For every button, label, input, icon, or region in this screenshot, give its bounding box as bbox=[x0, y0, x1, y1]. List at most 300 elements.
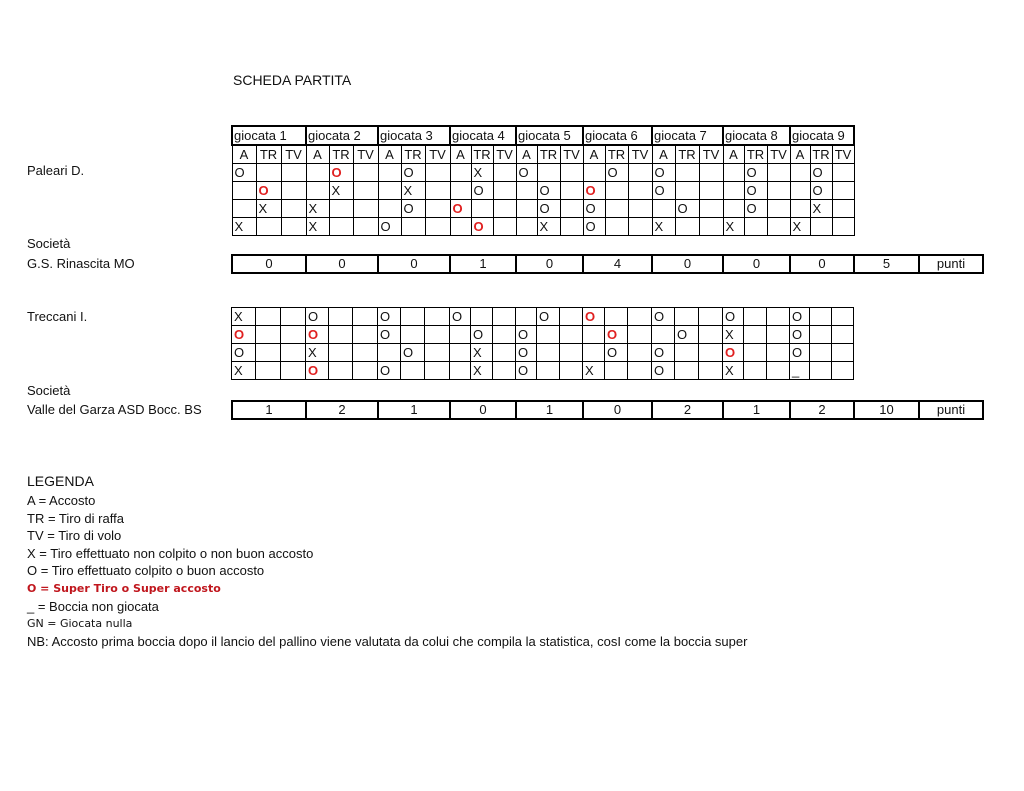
shot-cell bbox=[401, 218, 425, 236]
shot-cell bbox=[401, 326, 425, 344]
shot-cell bbox=[832, 182, 854, 200]
subcolumn-header-tr: TR bbox=[471, 145, 493, 164]
shot-cell: O bbox=[378, 362, 401, 380]
total-score: 5 bbox=[854, 255, 919, 273]
shot-cell bbox=[699, 164, 723, 182]
shot-cell: X bbox=[583, 362, 605, 380]
giocata-header: giocata 3 bbox=[378, 126, 450, 145]
shot-cell: X bbox=[790, 218, 810, 236]
shot-cell bbox=[628, 200, 652, 218]
shot-cell: O bbox=[652, 182, 675, 200]
giocata-score: 1 bbox=[516, 401, 583, 419]
subcolumn-header-tv: TV bbox=[628, 145, 652, 164]
shot-cell bbox=[744, 362, 767, 380]
giocata-header: giocata 5 bbox=[516, 126, 583, 145]
giocata-header: giocata 1 bbox=[232, 126, 306, 145]
shot-cell: O bbox=[744, 200, 767, 218]
giocata-header: giocata 2 bbox=[306, 126, 378, 145]
shot-cell: X bbox=[537, 218, 560, 236]
shot-cell: O bbox=[605, 326, 628, 344]
shot-cell bbox=[832, 218, 854, 236]
shot-cell bbox=[560, 200, 583, 218]
shot-cell: O bbox=[605, 164, 628, 182]
shot-cell: X bbox=[401, 182, 425, 200]
shot-cell: O bbox=[675, 326, 699, 344]
shot-cell bbox=[329, 344, 353, 362]
shot-cell bbox=[329, 362, 353, 380]
legend-item: O = Tiro effettuato colpito o buon accosto bbox=[27, 563, 265, 579]
shot-cell bbox=[675, 308, 699, 326]
subcolumn-header-tr: TR bbox=[329, 145, 353, 164]
societa-name-1: G.S. Rinascita MO bbox=[27, 256, 135, 271]
giocata-header: giocata 6 bbox=[583, 126, 652, 145]
giocata-header: giocata 4 bbox=[450, 126, 516, 145]
shot-cell: O bbox=[471, 326, 493, 344]
subcolumn-header-a: A bbox=[583, 145, 605, 164]
shot-cell bbox=[450, 362, 471, 380]
giocata-score: 0 bbox=[516, 255, 583, 273]
shot-cell bbox=[832, 164, 854, 182]
shot-cell bbox=[353, 308, 378, 326]
shot-cell bbox=[832, 326, 854, 344]
shot-cell bbox=[256, 218, 281, 236]
shot-cell bbox=[628, 326, 652, 344]
subcolumn-header-tr: TR bbox=[537, 145, 560, 164]
shot-cell bbox=[605, 308, 628, 326]
shot-cell bbox=[493, 164, 516, 182]
shot-cell bbox=[652, 326, 675, 344]
shot-cell bbox=[560, 362, 583, 380]
shot-cell bbox=[353, 326, 378, 344]
shot-cell bbox=[232, 200, 256, 218]
giocata-score: 1 bbox=[232, 401, 306, 419]
shot-cell bbox=[723, 200, 744, 218]
subcolumn-header-tr: TR bbox=[675, 145, 699, 164]
shot-cell bbox=[516, 200, 537, 218]
shot-cell bbox=[493, 218, 516, 236]
shot-cell bbox=[353, 362, 378, 380]
shot-cell bbox=[281, 218, 306, 236]
subcolumn-header-a: A bbox=[232, 145, 256, 164]
shot-cell bbox=[425, 344, 450, 362]
giocata-score: 1 bbox=[723, 401, 790, 419]
shot-cell bbox=[605, 218, 628, 236]
shot-cell bbox=[450, 164, 471, 182]
shot-cell: O bbox=[652, 362, 675, 380]
shot-cell: X bbox=[652, 218, 675, 236]
shot-cell: O bbox=[744, 182, 767, 200]
subcolumn-header-tv: TV bbox=[767, 145, 790, 164]
legend-non-giocata: _ = Boccia non giocata bbox=[27, 598, 159, 614]
subcolumn-header-tv: TV bbox=[281, 145, 306, 164]
shot-cell bbox=[281, 200, 306, 218]
shot-cell bbox=[605, 182, 628, 200]
shot-row bbox=[232, 200, 854, 218]
shot-cell: O bbox=[378, 326, 401, 344]
subcolumn-header-tr: TR bbox=[744, 145, 767, 164]
shot-cell: O bbox=[790, 308, 810, 326]
shot-cell bbox=[699, 308, 723, 326]
shot-cell: X bbox=[723, 218, 744, 236]
shot-cell: X bbox=[471, 344, 493, 362]
shot-cell: O bbox=[583, 308, 605, 326]
subcolumn-header-tv: TV bbox=[353, 145, 378, 164]
shot-cell: O bbox=[652, 308, 675, 326]
shot-cell bbox=[281, 308, 306, 326]
subcolumn-header-row bbox=[232, 145, 854, 164]
shot-cell bbox=[767, 182, 790, 200]
subcolumn-header-tr: TR bbox=[810, 145, 832, 164]
shot-cell bbox=[560, 344, 583, 362]
shot-cell bbox=[353, 344, 378, 362]
shot-cell bbox=[583, 344, 605, 362]
page-title: SCHEDA PARTITA bbox=[233, 72, 352, 88]
shot-cell bbox=[810, 344, 832, 362]
subcolumn-header-a: A bbox=[723, 145, 744, 164]
player-name-1: Paleari D. bbox=[27, 163, 85, 178]
legend-item: X = Tiro effettuato non colpito o non buon accosto bbox=[27, 545, 314, 561]
shot-cell bbox=[450, 218, 471, 236]
subcolumn-header-tv: TV bbox=[425, 145, 450, 164]
shot-cell: O bbox=[723, 344, 744, 362]
shot-cell: X bbox=[232, 362, 256, 380]
shot-cell bbox=[471, 308, 493, 326]
shot-row bbox=[232, 308, 854, 326]
shot-cell bbox=[699, 200, 723, 218]
shot-cell bbox=[329, 326, 353, 344]
shot-cell bbox=[425, 200, 450, 218]
shot-cell bbox=[256, 164, 281, 182]
shot-cell bbox=[378, 200, 401, 218]
shot-cell: X bbox=[306, 344, 329, 362]
shot-cell: X bbox=[232, 308, 256, 326]
shot-cell bbox=[401, 308, 425, 326]
shot-cell bbox=[767, 308, 790, 326]
shot-cell bbox=[790, 200, 810, 218]
shot-cell: O bbox=[810, 182, 832, 200]
shot-cell bbox=[628, 362, 652, 380]
shot-cell bbox=[832, 308, 854, 326]
shot-cell bbox=[329, 308, 353, 326]
giocata-score: 2 bbox=[790, 401, 854, 419]
subcolumn-header-tv: TV bbox=[832, 145, 854, 164]
shot-cell: O bbox=[256, 182, 281, 200]
shot-cell bbox=[723, 182, 744, 200]
shot-cell: O bbox=[723, 308, 744, 326]
shot-cell bbox=[560, 326, 583, 344]
shot-cell: O bbox=[790, 326, 810, 344]
shot-cell bbox=[353, 200, 378, 218]
legend-giocata-nulla: GN = Giocata nulla bbox=[27, 617, 133, 631]
shot-cell: X bbox=[256, 200, 281, 218]
shot-cell bbox=[583, 326, 605, 344]
score-row-treccani bbox=[231, 400, 984, 420]
shot-cell bbox=[699, 218, 723, 236]
shot-cell bbox=[537, 326, 560, 344]
shot-cell bbox=[353, 218, 378, 236]
shot-cell bbox=[232, 182, 256, 200]
giocata-score: 0 bbox=[790, 255, 854, 273]
shot-cell bbox=[425, 218, 450, 236]
shot-cell bbox=[675, 164, 699, 182]
giocata-header-row bbox=[232, 126, 854, 145]
giocata-score: 1 bbox=[450, 255, 516, 273]
giocata-header: giocata 8 bbox=[723, 126, 790, 145]
shot-cell bbox=[723, 164, 744, 182]
shot-cell bbox=[425, 182, 450, 200]
shot-cell bbox=[425, 164, 450, 182]
shot-cell bbox=[306, 164, 329, 182]
subcolumn-header-tv: TV bbox=[560, 145, 583, 164]
giocata-score: 0 bbox=[723, 255, 790, 273]
shot-cell bbox=[450, 182, 471, 200]
shot-cell: O bbox=[401, 164, 425, 182]
shot-cell: O bbox=[516, 344, 537, 362]
total-score: 10 bbox=[854, 401, 919, 419]
shot-cell: X bbox=[471, 362, 493, 380]
societa-label-1: Società bbox=[27, 236, 71, 251]
shot-cell bbox=[744, 218, 767, 236]
shot-cell: O bbox=[790, 344, 810, 362]
subcolumn-header-tv: TV bbox=[699, 145, 723, 164]
shot-cell bbox=[675, 362, 699, 380]
shot-cell: O bbox=[583, 200, 605, 218]
shot-cell bbox=[450, 344, 471, 362]
shot-cell bbox=[767, 344, 790, 362]
shot-cell bbox=[699, 326, 723, 344]
shot-cell: O bbox=[537, 308, 560, 326]
shot-cell: O bbox=[516, 362, 537, 380]
shot-cell: O bbox=[516, 326, 537, 344]
giocata-score: 0 bbox=[306, 255, 378, 273]
shot-cell bbox=[378, 164, 401, 182]
shot-cell bbox=[425, 308, 450, 326]
giocata-score: 0 bbox=[378, 255, 450, 273]
shot-cell bbox=[810, 326, 832, 344]
shot-cell bbox=[493, 308, 516, 326]
shot-cell bbox=[810, 218, 832, 236]
giocata-score: 0 bbox=[652, 255, 723, 273]
subcolumn-header-tr: TR bbox=[401, 145, 425, 164]
giocata-header: giocata 7 bbox=[652, 126, 723, 145]
shot-cell bbox=[583, 164, 605, 182]
legend-nb: NB: Accosto prima boccia dopo il lancio del pallino viene valutata da colui che compila la statistica, cosI come la boccia super bbox=[27, 633, 748, 649]
shot-cell bbox=[560, 164, 583, 182]
shot-cell: O bbox=[471, 218, 493, 236]
shot-cell: O bbox=[232, 326, 256, 344]
shot-cell bbox=[516, 218, 537, 236]
shot-cell: O bbox=[652, 164, 675, 182]
scorecard-grid-treccani bbox=[231, 307, 854, 380]
shot-cell bbox=[675, 344, 699, 362]
giocata-score: 4 bbox=[583, 255, 652, 273]
score-row-paleari bbox=[231, 254, 984, 274]
shot-cell bbox=[256, 308, 281, 326]
shot-cell bbox=[699, 344, 723, 362]
giocata-score: 2 bbox=[306, 401, 378, 419]
shot-cell bbox=[560, 218, 583, 236]
shot-cell bbox=[450, 326, 471, 344]
shot-cell bbox=[767, 362, 790, 380]
shot-cell bbox=[353, 182, 378, 200]
shot-cell bbox=[401, 362, 425, 380]
shot-cell bbox=[675, 182, 699, 200]
subcolumn-header-tr: TR bbox=[605, 145, 628, 164]
shot-row bbox=[232, 218, 854, 236]
shot-cell bbox=[281, 164, 306, 182]
shot-cell bbox=[628, 218, 652, 236]
shot-cell bbox=[832, 362, 854, 380]
shot-cell bbox=[493, 182, 516, 200]
shot-cell bbox=[281, 326, 306, 344]
shot-cell: O bbox=[583, 218, 605, 236]
score-row bbox=[232, 255, 983, 273]
shot-row bbox=[232, 362, 854, 380]
shot-cell: X bbox=[306, 218, 329, 236]
legend-item: TV = Tiro di volo bbox=[27, 528, 122, 544]
legend-item: TR = Tiro di raffa bbox=[27, 510, 124, 526]
shot-cell bbox=[628, 182, 652, 200]
shot-cell: X bbox=[232, 218, 256, 236]
score-unit: punti bbox=[919, 401, 983, 419]
shot-cell: O bbox=[652, 344, 675, 362]
shot-cell bbox=[493, 362, 516, 380]
giocata-score: 0 bbox=[450, 401, 516, 419]
shot-cell bbox=[516, 308, 537, 326]
shot-cell bbox=[537, 344, 560, 362]
shot-cell bbox=[516, 182, 537, 200]
shot-cell bbox=[790, 164, 810, 182]
score-row bbox=[232, 401, 983, 419]
shot-cell bbox=[378, 182, 401, 200]
score-unit: punti bbox=[919, 255, 983, 273]
shot-cell bbox=[329, 200, 353, 218]
shot-cell bbox=[281, 344, 306, 362]
shot-cell: O bbox=[583, 182, 605, 200]
shot-cell: O bbox=[306, 308, 329, 326]
shot-cell bbox=[493, 344, 516, 362]
giocata-score: 2 bbox=[652, 401, 723, 419]
shot-cell: O bbox=[232, 164, 256, 182]
shot-row bbox=[232, 344, 854, 362]
shot-cell bbox=[767, 200, 790, 218]
shot-cell bbox=[537, 164, 560, 182]
shot-cell: O bbox=[232, 344, 256, 362]
shot-cell: O bbox=[516, 164, 537, 182]
shot-cell: X bbox=[810, 200, 832, 218]
shot-cell bbox=[810, 362, 832, 380]
shot-cell: O bbox=[401, 200, 425, 218]
societa-name-2: Valle del Garza ASD Bocc. BS bbox=[27, 402, 202, 417]
shot-cell: O bbox=[401, 344, 425, 362]
subcolumn-header-a: A bbox=[652, 145, 675, 164]
shot-cell: O bbox=[378, 218, 401, 236]
shot-row bbox=[232, 164, 854, 182]
shot-row bbox=[232, 182, 854, 200]
subcolumn-header-a: A bbox=[790, 145, 810, 164]
shot-cell: O bbox=[450, 308, 471, 326]
shot-cell: O bbox=[537, 200, 560, 218]
shot-cell: X bbox=[723, 362, 744, 380]
subcolumn-header-tr: TR bbox=[256, 145, 281, 164]
giocata-score: 1 bbox=[378, 401, 450, 419]
shot-cell: O bbox=[329, 164, 353, 182]
shot-cell bbox=[744, 308, 767, 326]
shot-cell bbox=[281, 362, 306, 380]
shot-cell bbox=[675, 218, 699, 236]
shot-cell: _ bbox=[790, 362, 810, 380]
subcolumn-header-tv: TV bbox=[493, 145, 516, 164]
subcolumn-header-a: A bbox=[378, 145, 401, 164]
societa-label-2: Società bbox=[27, 383, 71, 398]
shot-cell bbox=[425, 326, 450, 344]
shot-cell bbox=[537, 362, 560, 380]
subcolumn-header-a: A bbox=[450, 145, 471, 164]
shot-cell bbox=[281, 182, 306, 200]
shot-cell bbox=[628, 164, 652, 182]
shot-cell bbox=[767, 164, 790, 182]
scorecard-grid-paleari bbox=[231, 125, 855, 236]
shot-cell bbox=[256, 362, 281, 380]
shot-cell: X bbox=[471, 164, 493, 182]
shot-cell bbox=[699, 182, 723, 200]
shot-cell: O bbox=[537, 182, 560, 200]
shot-cell: O bbox=[675, 200, 699, 218]
shot-cell bbox=[425, 362, 450, 380]
shot-cell bbox=[699, 362, 723, 380]
shot-cell bbox=[744, 326, 767, 344]
shot-cell: X bbox=[329, 182, 353, 200]
legend-super: O = Super Tiro o Super accosto bbox=[27, 581, 221, 595]
shot-cell bbox=[493, 200, 516, 218]
shot-cell: X bbox=[306, 200, 329, 218]
shot-cell bbox=[353, 164, 378, 182]
subcolumn-header-a: A bbox=[306, 145, 329, 164]
shot-cell: O bbox=[605, 344, 628, 362]
shot-cell bbox=[306, 182, 329, 200]
shot-cell bbox=[378, 344, 401, 362]
shot-cell bbox=[256, 344, 281, 362]
shot-cell bbox=[628, 344, 652, 362]
shot-cell bbox=[605, 362, 628, 380]
legend-title: LEGENDA bbox=[27, 473, 94, 489]
shot-row bbox=[232, 326, 854, 344]
shot-cell: O bbox=[306, 362, 329, 380]
legend-item: A = Accosto bbox=[27, 493, 96, 508]
shot-cell bbox=[790, 182, 810, 200]
shot-cell bbox=[652, 200, 675, 218]
shot-cell bbox=[471, 200, 493, 218]
shot-cell bbox=[256, 326, 281, 344]
shot-cell bbox=[767, 326, 790, 344]
shot-cell bbox=[832, 344, 854, 362]
shot-cell bbox=[560, 308, 583, 326]
shot-cell: O bbox=[378, 308, 401, 326]
shot-cell: O bbox=[306, 326, 329, 344]
player-name-2: Treccani I. bbox=[27, 309, 88, 324]
shot-cell bbox=[628, 308, 652, 326]
giocata-header: giocata 9 bbox=[790, 126, 854, 145]
shot-cell: O bbox=[471, 182, 493, 200]
shot-cell bbox=[560, 182, 583, 200]
shot-cell bbox=[767, 218, 790, 236]
shot-cell bbox=[605, 200, 628, 218]
giocata-score: 0 bbox=[583, 401, 652, 419]
shot-cell bbox=[329, 218, 353, 236]
shot-cell: O bbox=[744, 164, 767, 182]
shot-cell: X bbox=[723, 326, 744, 344]
shot-cell bbox=[810, 308, 832, 326]
